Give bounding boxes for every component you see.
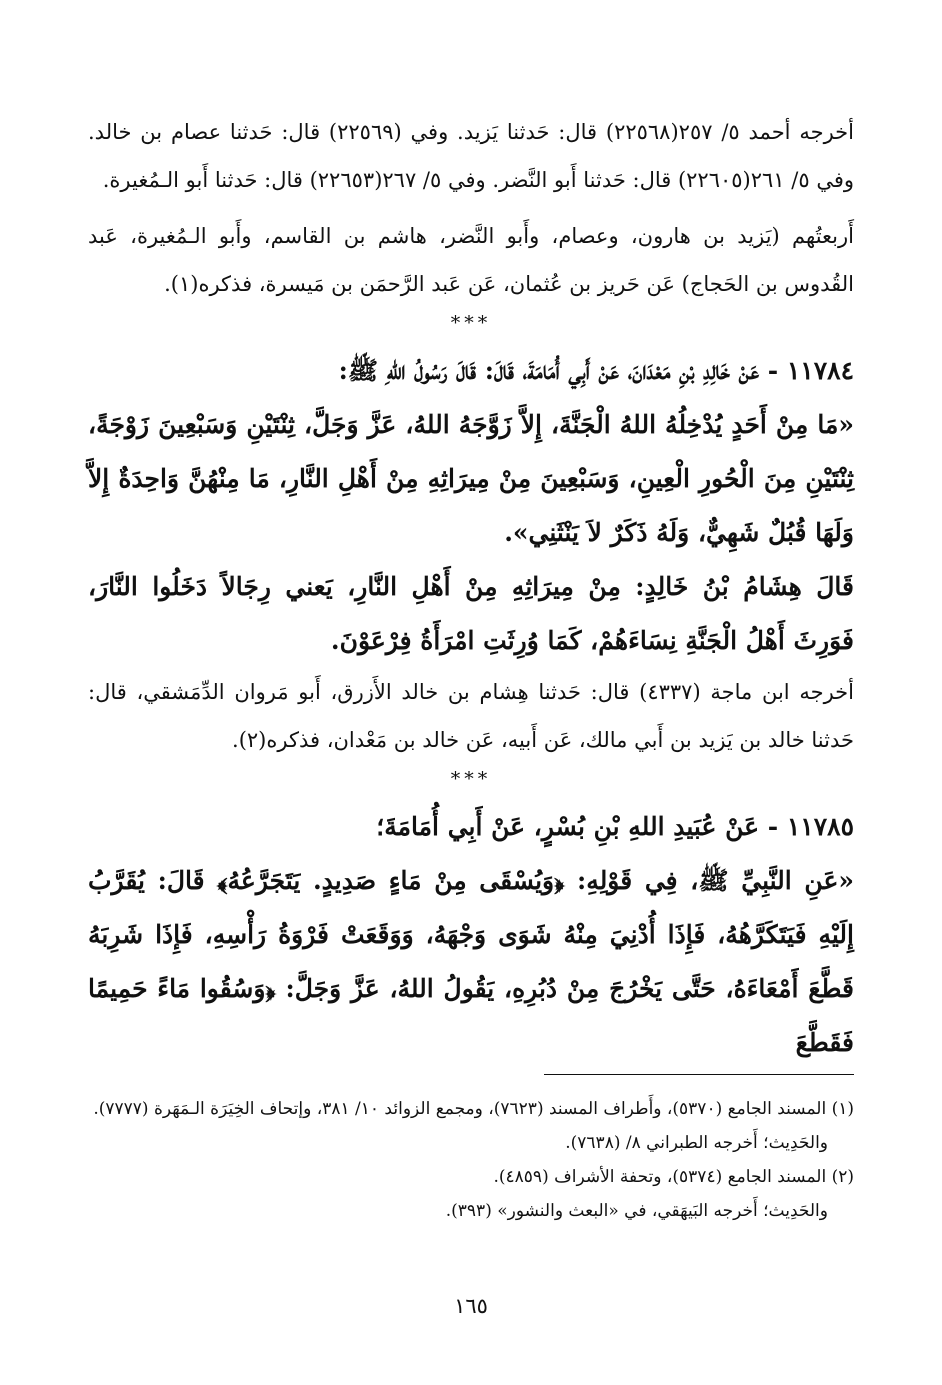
footnote-2-extra: والحَدِيث؛ أَخرجه البَيهَقي، في «البعث والنشور» (٣٩٣). xyxy=(445,1201,828,1221)
hadith-11784-heading xyxy=(88,344,854,398)
footnotes xyxy=(88,1092,854,1228)
footnote-divider xyxy=(544,1074,854,1075)
section-separator: *** xyxy=(450,768,492,790)
hadith-11784-commentary: قَالَ هِشَامُ بْنُ خَالِدٍ: مِنْ مِيرَاثِهِ مِنْ أَهْلِ النَّارِ، يَعني رِجَالاً دَخَلُوا النَّارَ، فَوَرِثَ أَهْلُ الْجَنَّةِ نِسَاءَهُمْ، كَمَا وُرِثَتِ امْرَأَةُ فِرْعَوْنَ. xyxy=(88,572,854,655)
hadith-11784-text: «مَا مِنْ أَحَدٍ يُدْخِلُهُ اللهُ الْجَنَّةَ، إِلاَّ زَوَّجَهُ اللهُ، عَزَّ وَجَلَّ، ثِنْتَيْنِ وَسَبْعِينَ زَوْجَةً، ثِنْتَيْنِ مِنَ الْحُورِ الْعِينِ، وَسَبْعِينَ مِنْ مِيرَاثِهِ مِنْ أَهْلِ النَّارِ، مَا مِنْهُنَّ وَاحِدَةٌ إِلاَّ وَلَهَا قُبُلٌ شَهِيٌّ، وَلَهُ ذَكَرٌ لاَ يَنْثَنِي». xyxy=(88,410,854,547)
hadith-number: ١١٧٨٥ - xyxy=(767,812,854,841)
takhrij-paragraph-2: أَربعتُهم (يَزيد بن هارون، وعصام، وأَبو النَّضر، هاشم بن القاسم، وأَبو الـمُغيرة، عَبد القُدوس بن الحَجاج) عَن حَريز بن عُثمان، عَن عَبد الرَّحمَن بن مَيسرة، فذكره(١). xyxy=(88,224,854,296)
hadith-isnad: عَنْ عُبَيدِ اللهِ بْنِ بُسْرٍ، عَنْ أَبِي أُمَامَةَ؛ xyxy=(376,812,760,841)
section-separator: *** xyxy=(450,312,492,334)
hadith-isnad: عَنْ خَالِدِ بْنِ مَعْدَانَ، عَنْ أَبِي أُمَامَةَ، قَالَ: قَالَ رَسُولُ اللهِ ﷺ: xyxy=(338,356,760,385)
footnote-1-extra: والحَدِيث؛ أَخرجه الطبراني ٨/ (٧٦٣٨). xyxy=(565,1133,828,1153)
page-body xyxy=(88,108,854,1378)
hadith-11785-text: «عَنِ النَّبِيِّ ﷺ، فِي قَوْلِهِ: ﴿وَيُسْقَى مِنْ مَاءٍ صَدِيدٍ. يَتَجَرَّعُهُ﴾ قَالَ: يُقَرَّبُ إِلَيْهِ فَيَتَكَرَّهُهُ، فَإِذَا أُدْنِيَ مِنْهُ شَوَى وَجْهَهُ، وَوَقَعَتْ فَرْوَةُ رَأْسِهِ، فَإِذَا شَرِبَهُ قَطَّعَ أَمْعَاءَهُ، حَتَّى يَخْرُجَ مِنْ دُبُرِهِ، يَقُولُ اللهُ، عَزَّ وَجَلَّ: ﴿وَسُقُوا مَاءً حَمِيمًا فَقَطَّعَ xyxy=(88,866,854,1057)
page-number: ١٦٥ xyxy=(454,1294,488,1318)
footnote-1: (١) المسند الجامع (٥٣٧٠)، وأَطراف المسند (٧٦٢٣)، ومجمع الزوائد ١٠/ ٣٨١، وإتحاف الخِيَرَة الـمَهَرة (٧٧٧٧). xyxy=(93,1099,854,1119)
footnote-2: (٢) المسند الجامع (٥٣٧٤)، وتحفة الأشراف (٤٨٥٩). xyxy=(493,1167,854,1187)
hadith-number: ١١٧٨٤ - xyxy=(767,356,854,385)
takhrij-paragraph-3: أخرجه ابن ماجة (٤٣٣٧) قال: حَدثنا هِشام بن خالد الأَزرق، أَبو مَروان الدِّمَشقي، قال: حَدثنا خالد بن يَزيد بن أَبي مالك، عَن أَبيه، عَن خالد بن مَعْدان، فذكره(٢). xyxy=(88,680,854,752)
takhrij-paragraph-1: أخرجه أحمد ٥/ ٢٥٧(٢٢٥٦٨) قال: حَدثنا يَزيد. وفي (٢٢٥٦٩) قال: حَدثنا عصام بن خالد. وفي ٥/ ٢٦١(٢٢٦٠٥) قال: حَدثنا أَبو النَّضر. وفي ٥/ ٢٦٧(٢٢٦٥٣) قال: حَدثنا أَبو الـمُغيرة. xyxy=(88,120,854,192)
hadith-11785-heading xyxy=(88,800,854,854)
